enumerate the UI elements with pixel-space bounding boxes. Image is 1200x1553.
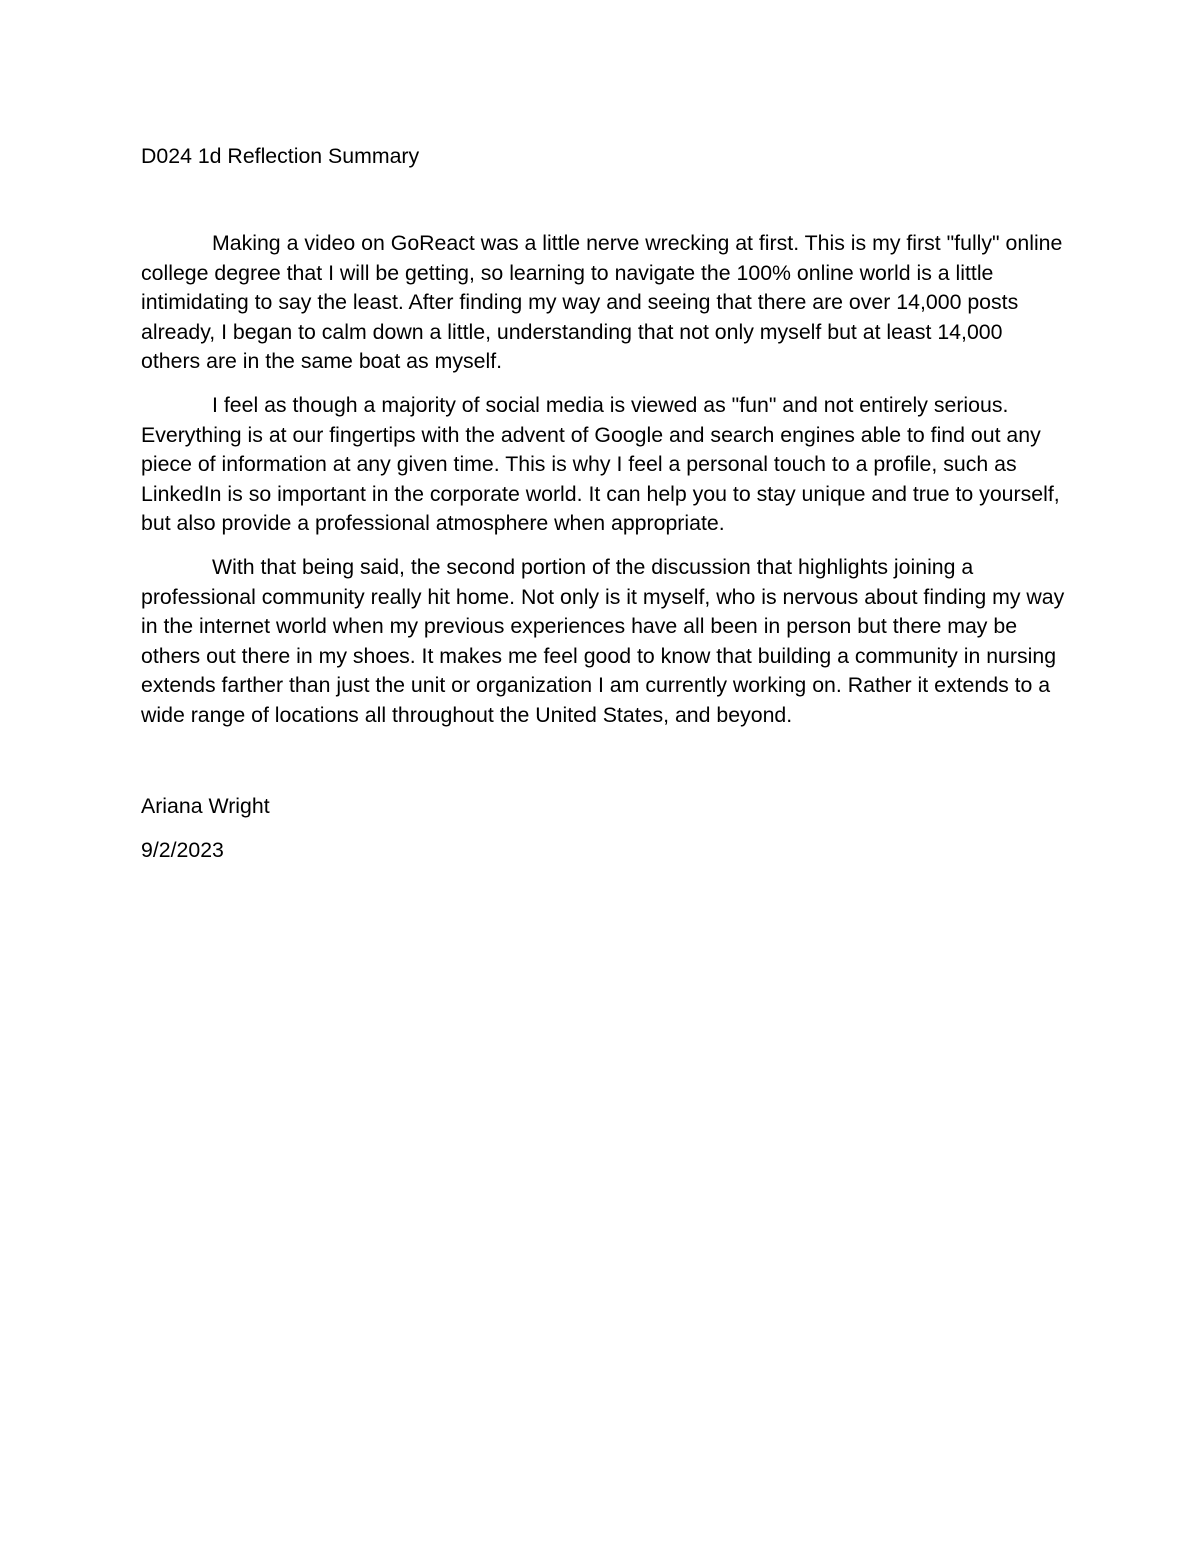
- paragraph-3: With that being said, the second portion of the discussion that highlights joining a professional community really hit home. Not only is it myself, who is nervous about finding my way in the internet world when my previous experiences have all been in person but there may be others out there in my shoes. It makes me feel good to know that building a community in nursing extends farther than just the unit or organization I am currently working on. Rather it extends to a wide range of locations all throughout the United States, and beyond.: [141, 555, 1065, 727]
- paragraph-1: Making a video on GoReact was a little nerve wrecking at first. This is my first "fully" online college degree that I will be getting, so learning to navigate the 100% online world is a little intimidating to say the least. After finding my way and seeing that there are over 14,000 posts already, I began to calm down a little, understanding that not only myself but at least 14,000 others are in the same boat as myself.: [141, 231, 1063, 374]
- document-content: [141, 142, 1066, 881]
- author-name: Ariana Wright: [141, 793, 270, 818]
- document-body: [141, 229, 1066, 730]
- signature-block: [141, 792, 1066, 866]
- document-date: 9/2/2023: [141, 838, 224, 863]
- paragraph-2: I feel as though a majority of social media is viewed as "fun" and not entirely serious. Everything is at our fingertips with the advent of Google and search engines able to find out any piece of information at any given time. This is why I feel a personal touch to a profile, such as LinkedIn is so important in the corporate world. It can help you to stay unique and true to yourself, but also provide a professional atmosphere when appropriate.: [141, 393, 1060, 536]
- document-title: D024 1d Reflection Summary: [141, 144, 420, 168]
